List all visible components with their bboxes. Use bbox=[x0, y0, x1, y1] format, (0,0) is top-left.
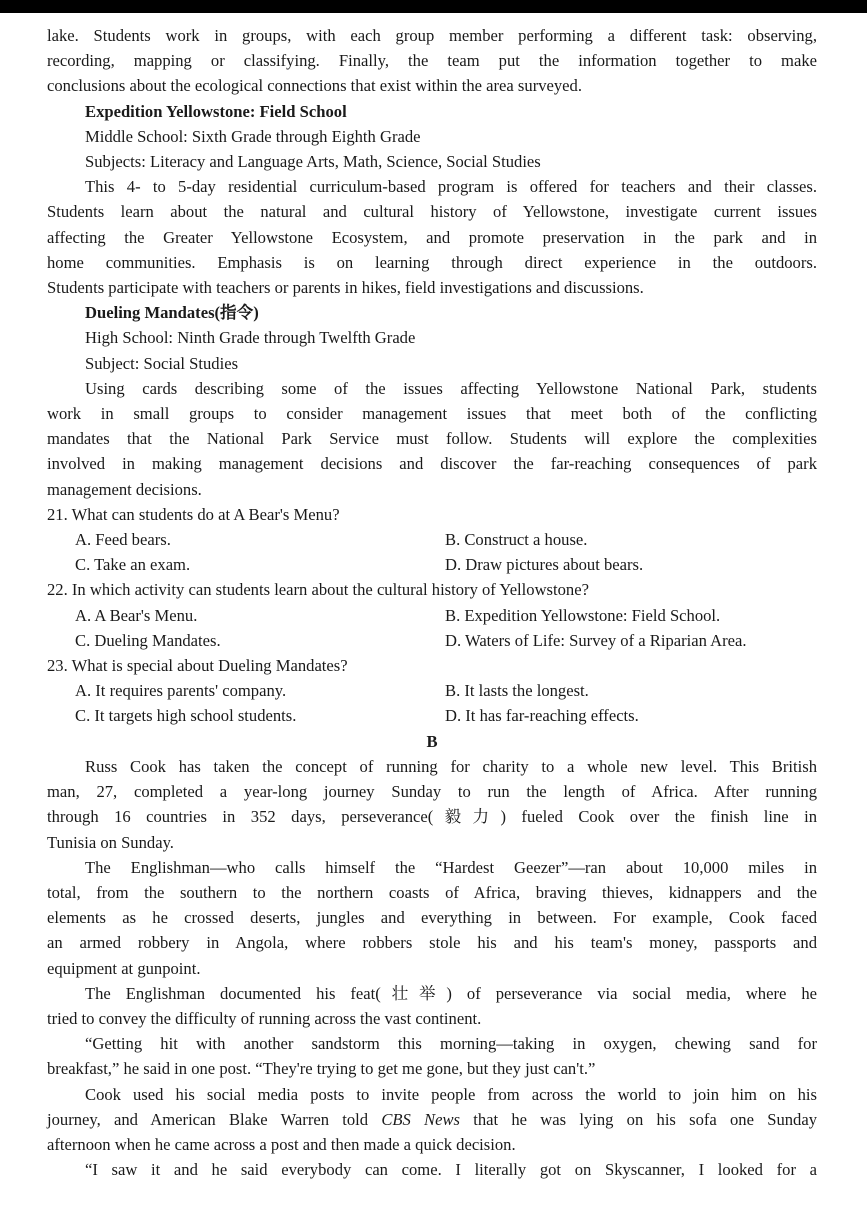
question-stem: 21. What can students do at A Bear's Menu? bbox=[47, 504, 340, 524]
text-line: conclusions about the ecological connections that exist within the area surveyed. bbox=[47, 76, 582, 96]
section-heading: Expedition Yellowstone: Field School bbox=[85, 101, 347, 121]
text-line: through 16 countries in 352 days, perseverance(毅力) fueled Cook over the finish line in bbox=[47, 807, 817, 827]
text-line: The Englishman—who calls himself the “Hardest Geezer”—ran about 10,000 miles in bbox=[85, 857, 817, 877]
text-line: home communities. Emphasis is on learning through direct experience in the outdoors. bbox=[47, 252, 817, 272]
text-line: work in small groups to consider management issues that meet both of the conflicting bbox=[47, 404, 817, 424]
option-a[interactable]: A. A Bear's Menu. bbox=[75, 605, 198, 625]
passage-b bbox=[47, 754, 817, 1182]
text-line: Students participate with teachers or parents in hikes, field investigations and discussions. bbox=[47, 278, 644, 298]
question-stem: 23. What is special about Dueling Mandates? bbox=[47, 656, 348, 676]
section-heading: Dueling Mandates(指令) bbox=[85, 303, 259, 323]
text-span: that he was lying on his sofa one Sunday bbox=[460, 1109, 817, 1129]
top-border-bar bbox=[0, 0, 867, 13]
dueling-mandates-section bbox=[47, 300, 817, 502]
text-line: Students learn about the natural and cultural history of Yellowstone, investigate current issues bbox=[47, 202, 817, 222]
text-line: Tunisia on Sunday. bbox=[47, 832, 174, 852]
question-21 bbox=[47, 502, 817, 578]
text-line: elements as he crossed deserts, jungles and everything in between. For example, Cook faced bbox=[47, 908, 817, 928]
text-line: Russ Cook has taken the concept of running for charity to a whole new level. This British bbox=[85, 756, 817, 776]
text-line: “I saw it and he said everybody can come. I literally got on Skyscanner, I looked for a bbox=[85, 1160, 817, 1180]
text-line: “Getting hit with another sandstorm this morning—taking in oxygen, chewing sand for bbox=[85, 1034, 817, 1054]
text-line: tried to convey the difficulty of running across the vast continent. bbox=[47, 1008, 482, 1028]
text-line: afternoon when he came across a post and then made a quick decision. bbox=[47, 1134, 516, 1154]
subjects: Subjects: Literacy and Language Arts, Math, Science, Social Studies bbox=[85, 152, 541, 172]
subjects: Subject: Social Studies bbox=[85, 353, 239, 373]
option-c[interactable]: C. Take an exam. bbox=[75, 555, 191, 575]
option-d[interactable]: D. It has far-reaching effects. bbox=[445, 706, 639, 726]
text-line bbox=[47, 1107, 817, 1132]
text-line: man, 27, completed a year-long journey Sunday to run the length of Africa. After running bbox=[47, 782, 817, 802]
option-d[interactable]: D. Draw pictures about bears. bbox=[445, 555, 644, 575]
option-a[interactable]: A. It requires parents' company. bbox=[75, 681, 287, 701]
option-c[interactable]: C. It targets high school students. bbox=[75, 706, 297, 726]
text-line: management decisions. bbox=[47, 479, 202, 499]
text-line: recording, mapping or classifying. Finally, the team put the information together to make bbox=[47, 51, 817, 71]
text-line: This 4- to 5-day residential curriculum-based program is offered for teachers and their classes. bbox=[85, 177, 817, 197]
document-page bbox=[47, 23, 817, 1182]
text-line: Using cards describing some of the issues affecting Yellowstone National Park, students bbox=[85, 378, 817, 398]
grade-level: Middle School: Sixth Grade through Eighth Grade bbox=[85, 126, 421, 146]
text-line: breakfast,” he said in one post. “They're trying to get me gone, but they just can't.” bbox=[47, 1059, 596, 1079]
question-stem: 22. In which activity can students learn about the cultural history of Yellowstone? bbox=[47, 580, 589, 600]
text-line: mandates that the National Park Service must follow. Students will explore the complexities bbox=[47, 429, 817, 449]
text-line: total, from the southern to the northern coasts of Africa, braving thieves, kidnappers and the bbox=[47, 882, 817, 902]
expedition-yellowstone-section bbox=[47, 99, 817, 301]
text-line: equipment at gunpoint. bbox=[47, 958, 201, 978]
option-d[interactable]: D. Waters of Life: Survey of a Riparian Area. bbox=[445, 630, 747, 650]
question-23 bbox=[47, 653, 817, 729]
question-22 bbox=[47, 577, 817, 653]
option-b[interactable]: B. It lasts the longest. bbox=[445, 681, 589, 701]
text-line: The Englishman documented his feat(壮举) of perseverance via social media, where he bbox=[85, 983, 817, 1003]
option-b[interactable]: B. Construct a house. bbox=[445, 530, 588, 550]
text-span: journey, and American Blake Warren told bbox=[47, 1109, 382, 1129]
section-b-label: B bbox=[426, 731, 438, 751]
publication-name: CBS News bbox=[381, 1109, 461, 1129]
text-line: Cook used his social media posts to invite people from across the world to join him on his bbox=[85, 1084, 817, 1104]
text-line: lake. Students work in groups, with each group member performing a different task: observing, bbox=[47, 26, 817, 45]
text-line: an armed robbery in Angola, where robbers stole his and his team's money, passports and bbox=[47, 933, 817, 953]
text-line: affecting the Greater Yellowstone Ecosystem, and promote preservation in the park and in bbox=[47, 227, 817, 247]
passage-a-intro bbox=[47, 23, 817, 99]
option-c[interactable]: C. Dueling Mandates. bbox=[75, 630, 221, 650]
text-line: involved in making management decisions and discover the far-reaching consequences of park bbox=[47, 454, 817, 474]
option-a[interactable]: A. Feed bears. bbox=[75, 530, 171, 550]
grade-level: High School: Ninth Grade through Twelfth Grade bbox=[85, 328, 416, 348]
option-b[interactable]: B. Expedition Yellowstone: Field School. bbox=[445, 605, 721, 625]
